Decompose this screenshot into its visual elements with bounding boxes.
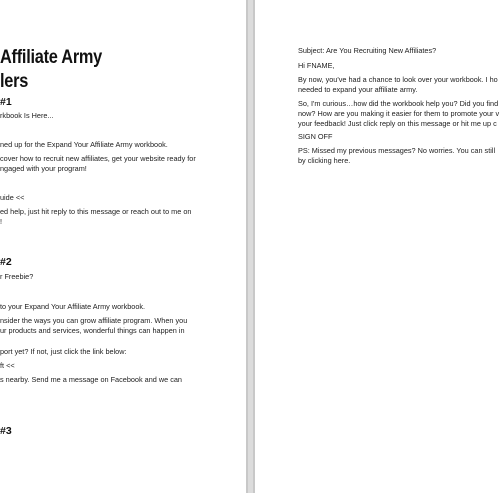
email2-line: to your Expand Your Affiliate Army workbook. (0, 302, 146, 311)
email-ps-line: by clicking here. (298, 156, 351, 165)
email-heading-2: #2 (0, 256, 12, 268)
email1-line: ! (0, 217, 3, 226)
email2-link: ft << (0, 361, 15, 370)
email1-line: ed help, just hit reply to this message or reach out to me on (0, 207, 192, 216)
email1-line: ned up for the Expand Your Affiliate Army workbook. (0, 140, 168, 149)
email2-line: s nearby. Send me a message on Facebook and we can (0, 375, 182, 384)
email2-line: port yet? If not, just click the link below: (0, 347, 127, 356)
email-ps-line: PS: Missed my previous messages? No worries. You can still (298, 146, 496, 155)
email-paragraph-line: So, I'm curious…how did the workbook help you? Did you find (298, 99, 499, 108)
email-subject-line: Subject: Are You Recruiting New Affiliates? (298, 46, 437, 55)
document-title-line2: lers (0, 71, 29, 92)
email1-line: ngaged with your program! (0, 164, 87, 173)
left-document-page (0, 0, 246, 493)
document-title-line1: Affiliate Army (0, 47, 103, 68)
email-greeting: Hi FNAME, (298, 61, 335, 70)
email2-subject: r Freebie? (0, 272, 34, 281)
email-paragraph-line: needed to expand your affiliate army. (298, 85, 418, 94)
right-document-page (255, 0, 500, 493)
email2-line: ur products and services, wonderful things can happen in (0, 326, 185, 335)
email2-line: nsider the ways you can grow affiliate program. When you (0, 316, 188, 325)
email1-line: cover how to recruit new affiliates, get your website ready for (0, 154, 196, 163)
email-paragraph-line: now? How are you making it easier for them to promote your v (298, 109, 500, 118)
email-heading-1: #1 (0, 96, 12, 108)
page-gap-divider (246, 0, 248, 493)
email-paragraph-line: your feedback! Just click reply on this message or hit me up c (298, 119, 497, 128)
email1-subject: rkbook Is Here... (0, 111, 54, 120)
email-signoff: SIGN OFF (298, 132, 333, 141)
email1-link: uide << (0, 193, 25, 202)
email-paragraph-line: By now, you've had a chance to look over your workbook. I ho (298, 75, 498, 84)
email-heading-3: #3 (0, 425, 12, 437)
